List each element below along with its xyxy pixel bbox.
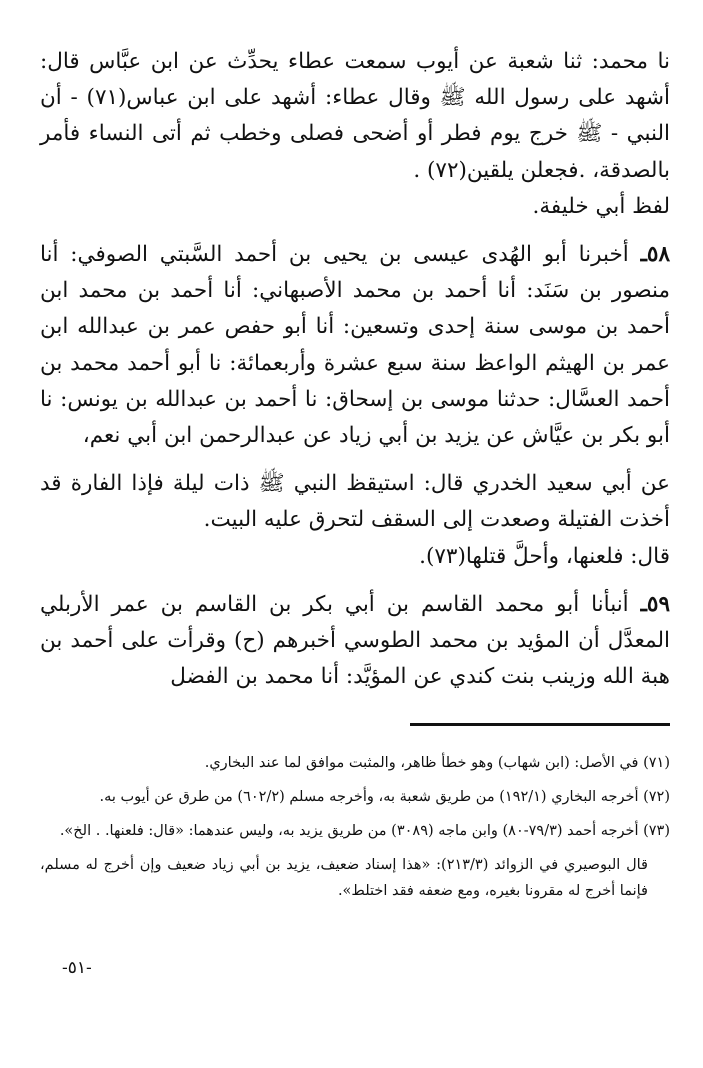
page-number: -٥١- [62,958,92,978]
hadith-58-isnad [40,237,670,454]
hadith-59-chain: أنبأنا أبو محمد القاسم بن أبي بكر بن القاسم بن عمر الأربلي المعدَّل أن المؤيد بن محمد الطوسي أخبرهم (ح) وقرأت على أحمد بن هبة الله وزينب بنت كندي عن المؤيَّد: أنا محمد بن الفضل [40,591,670,690]
footnote-73: (٧٣) أخرجه أحمد (٧٩/٣-٨٠) وابن ماجه (٣٠٨٩) من طريق يزيد به، وليس عندهما: «قال: فلعنها. . الخ». [59,823,670,840]
main-text [40,44,670,695]
hadith-58-ending: قال: فلعنها، وأحلَّ قتلها(٧٣). [419,543,670,569]
hadith-57-text: نا محمد: ثنا شعبة عن أيوب سمعت عطاء يحدِّث عن ابن عبَّاس قال: أشهد على رسول الله ﷺ وقال عطاء: أشهد على ابن عباس(٧١) - أن النبي - ﷺ خرج يوم فطر أو أضحى فصلى وخطب ثم أتى النساء فأمر بالصدقة، .فجعلن يلقين(٧٢) . [40,49,670,183]
page-content [40,44,670,912]
footnotes [40,750,670,904]
hadith-number-58: ٥٨ـ [640,242,671,268]
footnote-73-continued: قال البوصيري في الزوائد (٢١٣/٣): «هذا إسناد ضعيف، يزيد بن أبي زياد ضعيف وإن أخرج له مسلم، فإنما أخرج له مقرونا بغيره، ومع ضعفه فقد اختلط». [40,857,648,900]
hadith-59-isnad [40,587,670,696]
hadith-58-matn: عن أبي سعيد الخدري قال: استيقظ النبي ﷺ ذات ليلة فإذا الفارة قد أخذت الفتيلة وصعدت إلى السقف لتحرق عليه البيت. [40,471,670,533]
hadith-number-59: ٥٩ـ [640,591,670,617]
hadith-58-chain: أخبرنا أبو الهُدى عيسى بن يحيى بن أحمد السَّبتي الصوفي: أنا منصور بن سَنَد: أنا أحمد بن محمد الأصبهاني: أنا أحمد بن محمد ابن أحمد بن موسى سنة إحدى وتسعين: أنا أبو حفص عمر بن عبدالله ابن عمر بن الهيثم الواعظ سنة سبع عشرة وأربعمائة: نا أبو أحمد محمد بن أحمد العسَّال: حدثنا موسى بن إسحاق: نا أحمد بن عبدالله بن يونس: نا أبو بكر بن عيَّاش عن يزيد بن أبي زياد عن عبدالرحمن ابن أبي نعم، [40,242,670,449]
footnote-71: (٧١) في الأصل: (ابن شهاب) وهو خطأ ظاهر، والمثبت موافق لما عند البخاري. [204,755,670,772]
attribution-line: لفظ أبي خليفة. [532,193,670,219]
footnote-72: (٧٢) أخرجه البخاري (١٩٢/١) من طريق شعبة به، وأخرجه مسلم (٦٠٢/٢) من طرق عن أيوب به. [99,789,670,806]
footnote-divider [410,723,670,726]
